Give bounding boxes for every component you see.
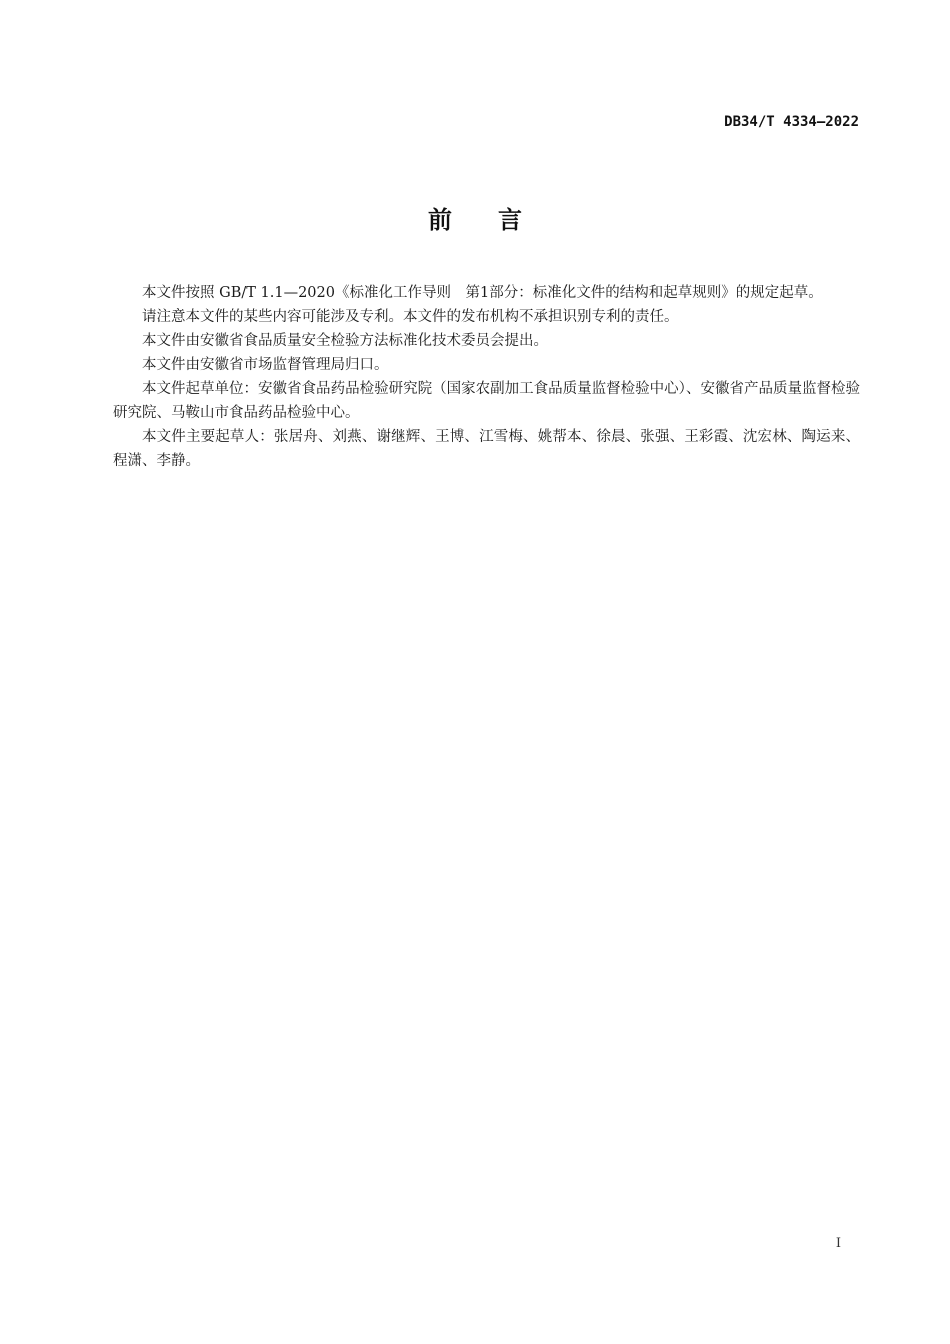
paragraph-administrator: 本文件由安徽省市场监督管理局归口。 xyxy=(142,357,389,373)
document-code: DB34/T 4334—2022 xyxy=(724,114,859,130)
page-number: I xyxy=(835,1236,841,1251)
paragraph-drafting-units: 本文件起草单位：安徽省食品药品检验研究院（国家农副加工食品质量监督检验中心）、安徽省产品质量监督检验研究院、马鞍山市食品药品检验中心。 xyxy=(113,381,860,421)
foreword-body xyxy=(113,281,860,473)
title-char-2: 言 xyxy=(498,206,522,234)
paragraph-drafters: 本文件主要起草人：张居舟、刘燕、谢继辉、王博、江雪梅、姚帮本、徐晨、张强、王彩霞、沈宏林、陶运来、程潇、李静。 xyxy=(113,429,860,469)
paragraph-drafting-rules: 本文件按照 GB/T 1.1—2020《标准化工作导则 第1部分：标准化文件的结构和起草规则》的规定起草。 xyxy=(142,285,823,301)
page-title xyxy=(0,200,950,235)
title-char-1: 前 xyxy=(428,206,452,234)
paragraph-proposer: 本文件由安徽省食品质量安全检验方法标准化技术委员会提出。 xyxy=(142,333,548,349)
paragraph-patent-notice: 请注意本文件的某些内容可能涉及专利。本文件的发布机构不承担识别专利的责任。 xyxy=(142,309,679,325)
